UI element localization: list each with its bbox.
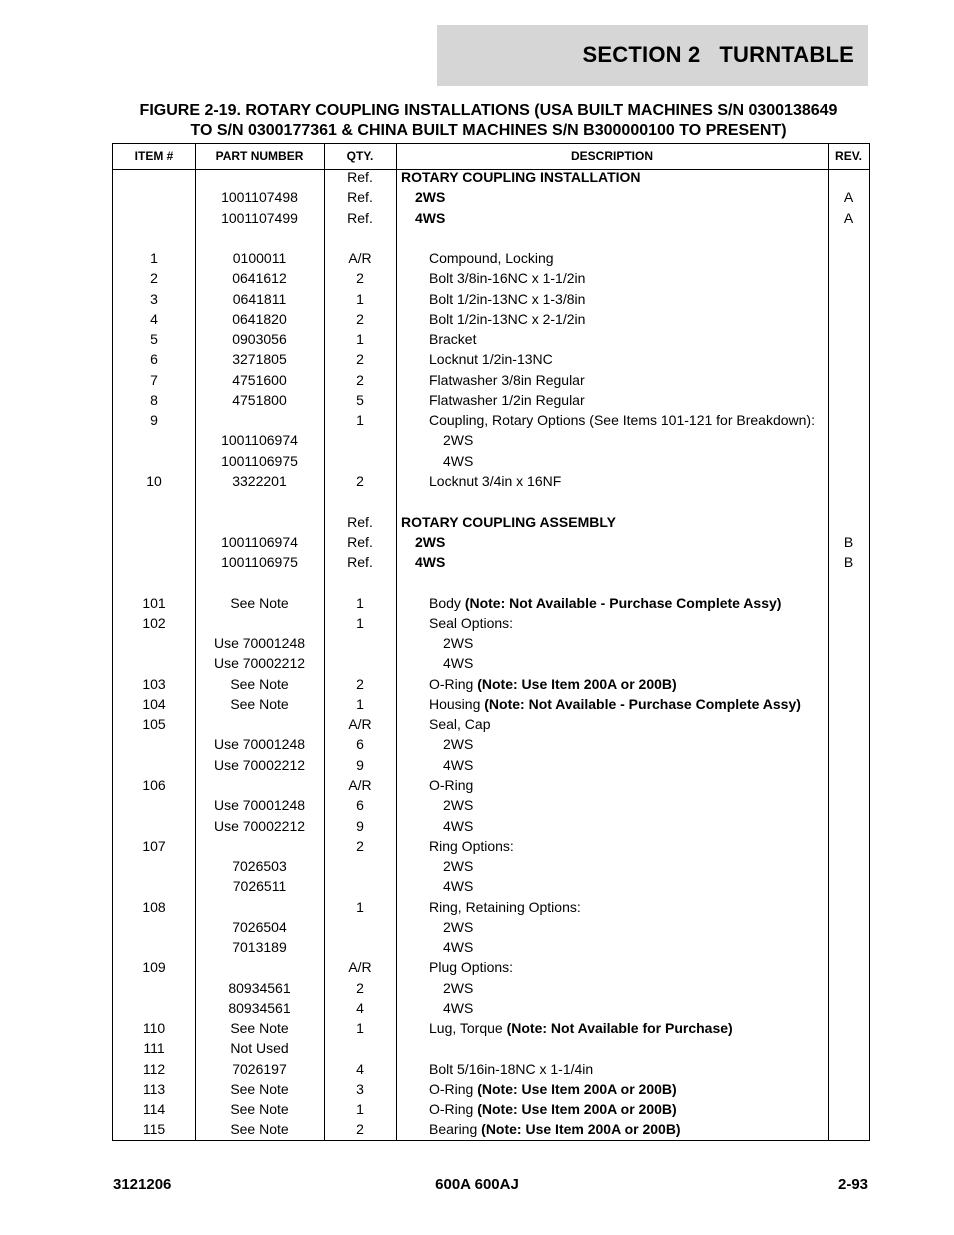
quantity: 1 bbox=[356, 614, 364, 631]
table-row bbox=[113, 370, 869, 390]
description-text: Locknut 3/4in x 16NF bbox=[429, 472, 562, 489]
table-row bbox=[113, 491, 869, 511]
description bbox=[401, 512, 616, 532]
description-text: 4WS bbox=[443, 999, 474, 1016]
description-text: 2WS bbox=[415, 533, 446, 550]
part-number: Use 70001248 bbox=[213, 797, 306, 814]
description-text: Flatwasher 3/8in Regular bbox=[429, 371, 585, 388]
description bbox=[443, 876, 473, 896]
table-row bbox=[113, 998, 869, 1018]
revision: B bbox=[843, 533, 854, 550]
table-row bbox=[113, 674, 869, 694]
description bbox=[429, 714, 490, 734]
description bbox=[443, 816, 473, 836]
quantity: A/R bbox=[348, 716, 372, 733]
part-number: See Note bbox=[230, 1020, 289, 1037]
quantity: A/R bbox=[348, 250, 372, 267]
table-row bbox=[113, 856, 869, 876]
item-number: 1 bbox=[150, 250, 158, 267]
item-number: 107 bbox=[142, 837, 166, 854]
description bbox=[429, 268, 585, 288]
item-number: 103 bbox=[142, 675, 166, 692]
description bbox=[443, 937, 473, 957]
footer-page-number: 2-93 bbox=[838, 1176, 869, 1193]
description bbox=[443, 430, 473, 450]
description-text: Bolt 1/2in-13NC x 1-3/8in bbox=[429, 290, 586, 307]
description bbox=[429, 1119, 681, 1139]
description bbox=[429, 1018, 733, 1038]
description-text: 4WS bbox=[443, 655, 474, 672]
table-row bbox=[113, 390, 869, 410]
description-text: 4WS bbox=[443, 756, 474, 773]
description bbox=[443, 653, 473, 673]
item-number: 112 bbox=[142, 1060, 166, 1077]
description-text: Compound, Locking bbox=[429, 250, 554, 267]
description-text: Locknut 1/2in-13NC bbox=[429, 351, 553, 368]
item-number: 105 bbox=[142, 716, 166, 733]
quantity: 2 bbox=[356, 310, 364, 327]
table-row bbox=[113, 268, 869, 288]
table-row bbox=[113, 1059, 869, 1079]
description bbox=[415, 187, 445, 207]
description bbox=[429, 248, 554, 268]
item-number: 9 bbox=[150, 412, 158, 429]
description bbox=[443, 978, 473, 998]
table-row bbox=[113, 1018, 869, 1038]
quantity: 2 bbox=[356, 270, 364, 287]
table-row bbox=[113, 309, 869, 329]
item-number: 104 bbox=[142, 695, 166, 712]
description-text: Bearing bbox=[429, 1121, 482, 1138]
description-note: (Note: Use Item 200A or 200B) bbox=[477, 675, 677, 692]
quantity: 2 bbox=[356, 472, 364, 489]
description bbox=[429, 613, 513, 633]
quantity: 6 bbox=[356, 797, 364, 814]
revision: A bbox=[843, 189, 854, 206]
description bbox=[429, 390, 585, 410]
item-number: 114 bbox=[142, 1101, 166, 1118]
quantity: 1 bbox=[356, 594, 364, 611]
table-row bbox=[113, 775, 869, 795]
part-number: 4751800 bbox=[232, 391, 287, 408]
part-number: See Note bbox=[230, 1080, 289, 1097]
column-header-qty: QTY. bbox=[346, 149, 374, 163]
part-number: Not Used bbox=[230, 1040, 289, 1057]
column-header-part-number: PART NUMBER bbox=[215, 149, 304, 163]
table-row bbox=[113, 167, 869, 187]
item-number: 113 bbox=[142, 1080, 166, 1097]
section-title: SECTION 2 TURNTABLE bbox=[582, 42, 854, 67]
quantity: 5 bbox=[356, 391, 364, 408]
table-row bbox=[113, 572, 869, 592]
quantity: 1 bbox=[356, 1020, 364, 1037]
part-number: 7026197 bbox=[232, 1060, 287, 1077]
part-number: Use 70002212 bbox=[213, 655, 306, 672]
table-row bbox=[113, 532, 869, 552]
description-text: 4WS bbox=[415, 209, 446, 226]
quantity: 4 bbox=[356, 999, 364, 1016]
table-row bbox=[113, 552, 869, 572]
footer-doc-number: 3121206 bbox=[113, 1176, 172, 1193]
item-number: 102 bbox=[142, 614, 166, 631]
description-text: 2WS bbox=[443, 797, 474, 814]
part-number: 0641612 bbox=[232, 270, 287, 287]
quantity: Ref. bbox=[347, 513, 373, 530]
description-note: (Note: Not Available - Purchase Complete Assy) bbox=[464, 594, 782, 611]
table-row bbox=[113, 248, 869, 268]
description-text: O-Ring bbox=[429, 776, 474, 793]
table-row bbox=[113, 512, 869, 532]
description-text: Bracket bbox=[429, 331, 477, 348]
quantity: Ref. bbox=[347, 209, 373, 226]
quantity: Ref. bbox=[347, 554, 373, 571]
part-number: 7026504 bbox=[232, 918, 287, 935]
part-number: 7026511 bbox=[232, 878, 287, 895]
table-row bbox=[113, 653, 869, 673]
part-number: Use 70002212 bbox=[213, 817, 306, 834]
item-number: 3 bbox=[150, 290, 158, 307]
table-row bbox=[113, 1079, 869, 1099]
table-row bbox=[113, 957, 869, 977]
description-note: (Note: Not Available - Purchase Complete Assy) bbox=[484, 695, 801, 712]
description bbox=[429, 329, 476, 349]
description bbox=[429, 349, 553, 369]
item-number: 111 bbox=[143, 1040, 165, 1057]
description-text: Seal, Cap bbox=[429, 716, 491, 733]
description bbox=[401, 167, 641, 187]
quantity: 1 bbox=[356, 290, 364, 307]
table-row bbox=[113, 1038, 869, 1058]
description-text: 4WS bbox=[415, 554, 446, 571]
quantity: 1 bbox=[356, 331, 364, 348]
item-number: 115 bbox=[142, 1121, 166, 1138]
table-row bbox=[113, 734, 869, 754]
quantity: 2 bbox=[356, 979, 364, 996]
description-note: (Note: Use Item 200A or 200B) bbox=[481, 1121, 681, 1138]
quantity: 3 bbox=[356, 1080, 364, 1097]
part-number: 1001106975 bbox=[221, 452, 298, 469]
table-row bbox=[113, 451, 869, 471]
part-number: 1001106975 bbox=[221, 554, 298, 571]
quantity: A/R bbox=[348, 776, 372, 793]
description-text: Bolt 1/2in-13NC x 2-1/2in bbox=[429, 310, 586, 327]
description bbox=[429, 1099, 677, 1119]
part-number: 0641820 bbox=[232, 310, 287, 327]
table-row bbox=[113, 187, 869, 207]
item-number: 10 bbox=[146, 472, 162, 489]
part-number: 80934561 bbox=[228, 979, 291, 996]
description-text: Housing bbox=[429, 695, 485, 712]
table-body bbox=[113, 167, 869, 1140]
description bbox=[429, 1079, 677, 1099]
item-number: 109 bbox=[142, 959, 166, 976]
description bbox=[443, 755, 473, 775]
item-number: 106 bbox=[142, 776, 166, 793]
part-number: 1001107499 bbox=[221, 209, 298, 226]
item-number: 101 bbox=[142, 594, 166, 611]
description bbox=[429, 410, 815, 430]
description bbox=[443, 633, 473, 653]
table-row bbox=[113, 430, 869, 450]
column-header-item: ITEM # bbox=[134, 149, 174, 163]
item-number: 2 bbox=[150, 270, 158, 287]
part-number: 7026503 bbox=[232, 858, 287, 875]
description-text: 2WS bbox=[443, 918, 474, 935]
quantity: Ref. bbox=[347, 189, 373, 206]
part-number: 1001106974 bbox=[221, 432, 298, 449]
description bbox=[443, 998, 473, 1018]
part-number: 80934561 bbox=[228, 999, 291, 1016]
section-header-box bbox=[437, 25, 868, 86]
description bbox=[429, 289, 585, 309]
description-note: (Note: Not Available for Purchase) bbox=[506, 1020, 733, 1037]
part-number: Use 70001248 bbox=[213, 736, 306, 753]
item-number: 4 bbox=[150, 310, 158, 327]
description bbox=[429, 593, 781, 613]
part-number: See Note bbox=[230, 594, 289, 611]
quantity: 2 bbox=[356, 1121, 364, 1138]
description-text: O-Ring bbox=[429, 675, 478, 692]
table-row bbox=[113, 816, 869, 836]
description-text: 4WS bbox=[443, 878, 474, 895]
description-text: Lug, Torque bbox=[429, 1020, 507, 1037]
part-number: See Note bbox=[230, 1121, 289, 1138]
description-text: 2WS bbox=[443, 979, 474, 996]
part-number: 3271805 bbox=[232, 351, 287, 368]
description-text: Ring, Retaining Options: bbox=[429, 898, 581, 915]
description-text: 2WS bbox=[443, 858, 474, 875]
table-row bbox=[113, 714, 869, 734]
item-number: 108 bbox=[142, 898, 166, 915]
item-number: 5 bbox=[150, 331, 158, 348]
description bbox=[443, 917, 473, 937]
description-text: Seal Options: bbox=[429, 614, 514, 631]
quantity: 9 bbox=[356, 817, 364, 834]
description bbox=[429, 957, 513, 977]
part-number: See Note bbox=[230, 1101, 289, 1118]
description-text: 4WS bbox=[443, 452, 474, 469]
part-number: Use 70001248 bbox=[213, 635, 306, 652]
description bbox=[429, 1059, 593, 1079]
item-number: 6 bbox=[150, 351, 158, 368]
description bbox=[429, 836, 514, 856]
column-header-description: DESCRIPTION bbox=[570, 149, 653, 163]
table-row bbox=[113, 208, 869, 228]
quantity: 6 bbox=[356, 736, 364, 753]
revision: A bbox=[843, 209, 854, 226]
quantity: 1 bbox=[356, 898, 364, 915]
description-note: (Note: Use Item 200A or 200B) bbox=[477, 1080, 677, 1097]
table-row bbox=[113, 329, 869, 349]
quantity: 2 bbox=[356, 351, 364, 368]
item-number: 7 bbox=[150, 371, 158, 388]
description-text: Bolt 5/16in-18NC x 1-1/4in bbox=[429, 1060, 594, 1077]
description-text: Bolt 3/8in-16NC x 1-1/2in bbox=[429, 270, 586, 287]
table-row bbox=[113, 795, 869, 815]
description bbox=[415, 552, 445, 572]
part-number: 0903056 bbox=[232, 331, 287, 348]
description-text: 2WS bbox=[443, 635, 474, 652]
description bbox=[443, 451, 473, 471]
parts-table bbox=[112, 143, 870, 1141]
description-text: 4WS bbox=[443, 817, 474, 834]
description-text: ROTARY COUPLING INSTALLATION bbox=[401, 169, 641, 185]
description-text: Body bbox=[429, 594, 465, 611]
description bbox=[429, 775, 473, 795]
table-row bbox=[113, 897, 869, 917]
description bbox=[415, 532, 445, 552]
quantity: 1 bbox=[356, 412, 364, 429]
table-row bbox=[113, 349, 869, 369]
description-text: Coupling, Rotary Options (See Items 101-121 for Breakdown): bbox=[429, 412, 815, 429]
description bbox=[443, 795, 473, 815]
description-note: (Note: Use Item 200A or 200B) bbox=[477, 1101, 677, 1118]
description bbox=[443, 734, 473, 754]
description bbox=[415, 208, 445, 228]
quantity: Ref. bbox=[347, 169, 373, 185]
quantity: Ref. bbox=[347, 533, 373, 550]
part-number: Use 70002212 bbox=[213, 756, 306, 773]
description-text: Ring Options: bbox=[429, 837, 514, 854]
description bbox=[429, 897, 581, 917]
table-row bbox=[113, 755, 869, 775]
quantity: 2 bbox=[356, 675, 364, 692]
description bbox=[429, 471, 561, 491]
part-number: 7013189 bbox=[232, 939, 287, 956]
part-number: 1001106974 bbox=[221, 533, 298, 550]
table-row bbox=[113, 228, 869, 248]
part-number: See Note bbox=[230, 695, 289, 712]
description-text: 2WS bbox=[443, 736, 474, 753]
item-number: 8 bbox=[150, 391, 158, 408]
quantity: 1 bbox=[356, 695, 364, 712]
description-text: Flatwasher 1/2in Regular bbox=[429, 391, 585, 408]
part-number: 0641811 bbox=[232, 290, 287, 307]
part-number: 1001107498 bbox=[221, 189, 298, 206]
table-row bbox=[113, 471, 869, 491]
table-row bbox=[113, 694, 869, 714]
table-row bbox=[113, 937, 869, 957]
description bbox=[429, 370, 585, 390]
description bbox=[429, 309, 585, 329]
description-text: ROTARY COUPLING ASSEMBLY bbox=[401, 513, 616, 530]
table-row bbox=[113, 1099, 869, 1119]
quantity: 1 bbox=[356, 1101, 364, 1118]
item-number: 110 bbox=[142, 1020, 166, 1037]
quantity: A/R bbox=[348, 959, 372, 976]
description bbox=[429, 674, 677, 694]
part-number: See Note bbox=[230, 675, 289, 692]
table-row bbox=[113, 593, 869, 613]
part-number: 3322201 bbox=[232, 472, 287, 489]
footer-model: 600A 600AJ bbox=[435, 1176, 519, 1193]
part-number: 4751600 bbox=[232, 371, 287, 388]
revision: B bbox=[843, 554, 854, 571]
description-text: 4WS bbox=[443, 939, 474, 956]
quantity: 2 bbox=[356, 371, 364, 388]
description-text: O-Ring bbox=[429, 1101, 478, 1118]
quantity: 9 bbox=[356, 756, 364, 773]
quantity: 2 bbox=[356, 837, 364, 854]
figure-title bbox=[100, 101, 877, 141]
table-row bbox=[113, 836, 869, 856]
quantity: 4 bbox=[356, 1060, 364, 1077]
table-row bbox=[113, 1119, 869, 1139]
table-row bbox=[113, 613, 869, 633]
table-row bbox=[113, 410, 869, 430]
figure-title-line-1: FIGURE 2-19. ROTARY COUPLING INSTALLATIONS (USA BUILT MACHINES S/N 0300138649 bbox=[139, 102, 838, 119]
column-header-rev: REV. bbox=[835, 149, 862, 163]
description bbox=[429, 694, 801, 714]
table-row bbox=[113, 917, 869, 937]
table-row bbox=[113, 978, 869, 998]
description-text: Plug Options: bbox=[429, 959, 514, 976]
description-text: O-Ring bbox=[429, 1080, 478, 1097]
description-text: 2WS bbox=[415, 189, 446, 206]
table-row bbox=[113, 876, 869, 896]
part-number: 0100011 bbox=[232, 250, 287, 267]
description-text: 2WS bbox=[443, 432, 474, 449]
description bbox=[443, 856, 473, 876]
table-row bbox=[113, 289, 869, 309]
table-row bbox=[113, 633, 869, 653]
figure-title-line-2: TO S/N 0300177361 & CHINA BUILT MACHINES S/N B300000100 TO PRESENT) bbox=[190, 122, 787, 139]
